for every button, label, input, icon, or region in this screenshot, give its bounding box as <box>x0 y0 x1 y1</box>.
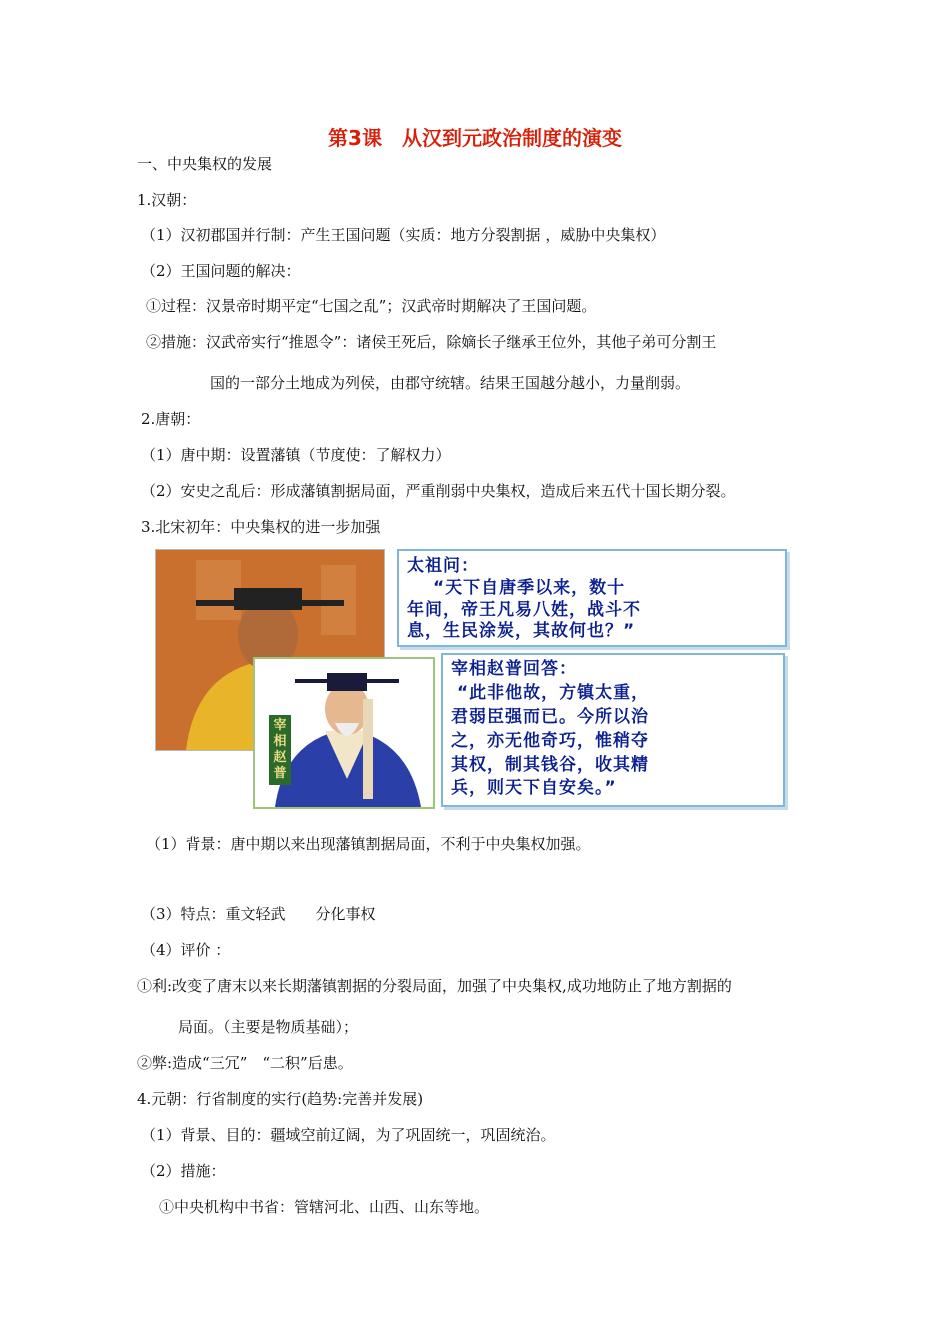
subheading-yuan: 4.元朝：行省制度的实行(趋势:完善并发展) <box>137 1090 424 1108</box>
zhao-pu-portrait <box>253 657 435 809</box>
paragraph: 国的一部分土地成为列侯，由郡守统辖。结果王国越分越小，力量削弱。 <box>210 374 691 392</box>
paragraph: （2）王国问题的解决： <box>141 262 301 280</box>
paragraph: ②弊:造成“三冗” “二积”后患。 <box>137 1054 353 1072</box>
paragraph: （3）特点：重文轻武 分化事权 <box>141 905 376 923</box>
quote-line: 宰相赵普回答： <box>451 659 577 679</box>
quote-line: 之，亦无他奇巧，惟稍夺 <box>451 731 649 751</box>
paragraph: （1）唐中期：设置藩镇（节度使：了解权力） <box>141 446 451 464</box>
quote-line: 年间，帝王凡易八姓，战斗不 <box>407 600 641 620</box>
subheading-han: 1.汉朝： <box>137 191 197 209</box>
paragraph: （1）背景、目的：疆域空前辽阔，为了巩固统一，巩固统治。 <box>141 1126 556 1144</box>
paragraph: （2）安史之乱后：形成藩镇割据局面，严重削弱中央集权，造成后来五代十国长期分裂。 <box>141 482 736 500</box>
paragraph: ①中央机构中书省：管辖河北、山西、山东等地。 <box>159 1198 490 1216</box>
paragraph: 局面。（主要是物质基础）； <box>178 1018 359 1036</box>
paragraph: （1）背景：唐中期以来出现藩镇割据局面，不利于中央集权加强。 <box>146 835 591 853</box>
paragraph: ①利:改变了唐末以来长期藩镇割据的分裂局面，加强了中央集权,成功地防止了地方割据的 <box>137 977 732 995</box>
quote-line: “天下自唐季以来，数十 <box>433 578 626 598</box>
subheading-tang: 2.唐朝： <box>141 410 201 428</box>
zhao-pu-answer-box <box>441 653 785 807</box>
paragraph: （2）措施： <box>141 1162 226 1180</box>
section-heading: 一、中央集权的发展 <box>137 155 273 173</box>
paragraph: （4）评价 ： <box>141 941 231 959</box>
taizu-question-box <box>397 549 787 647</box>
quote-line: 君弱臣强而已。今所以治 <box>451 707 649 727</box>
paragraph: ②措施：汉武帝实行“推恩令”：诸侯王死后，除嫡长子继承王位外，其他子弟可分割王 <box>146 333 717 351</box>
page-title: 第3课 从汉到元政治制度的演变 <box>328 126 622 150</box>
subheading-song: 3.北宋初年：中央集权的进一步加强 <box>141 518 381 536</box>
quote-line: 其权，制其钱谷，收其精 <box>451 755 649 775</box>
paragraph: （1）汉初郡国并行制：产生王国问题（实质：地方分裂割据 ，威胁中央集权） <box>141 226 666 244</box>
illustration-figure <box>155 549 785 806</box>
quote-line: 兵，则天下自安矣。” <box>451 778 617 798</box>
paragraph: ①过程：汉景帝时期平定“七国之乱”；汉武帝时期解决了王国问题。 <box>146 297 597 315</box>
quote-line: 太祖问： <box>407 556 479 576</box>
quote-line: “此非他故，方镇太重， <box>457 683 650 703</box>
quote-line: 息，生民涂炭，其故何也？” <box>407 621 636 641</box>
zhao-pu-label: 宰相赵普 <box>269 715 291 785</box>
